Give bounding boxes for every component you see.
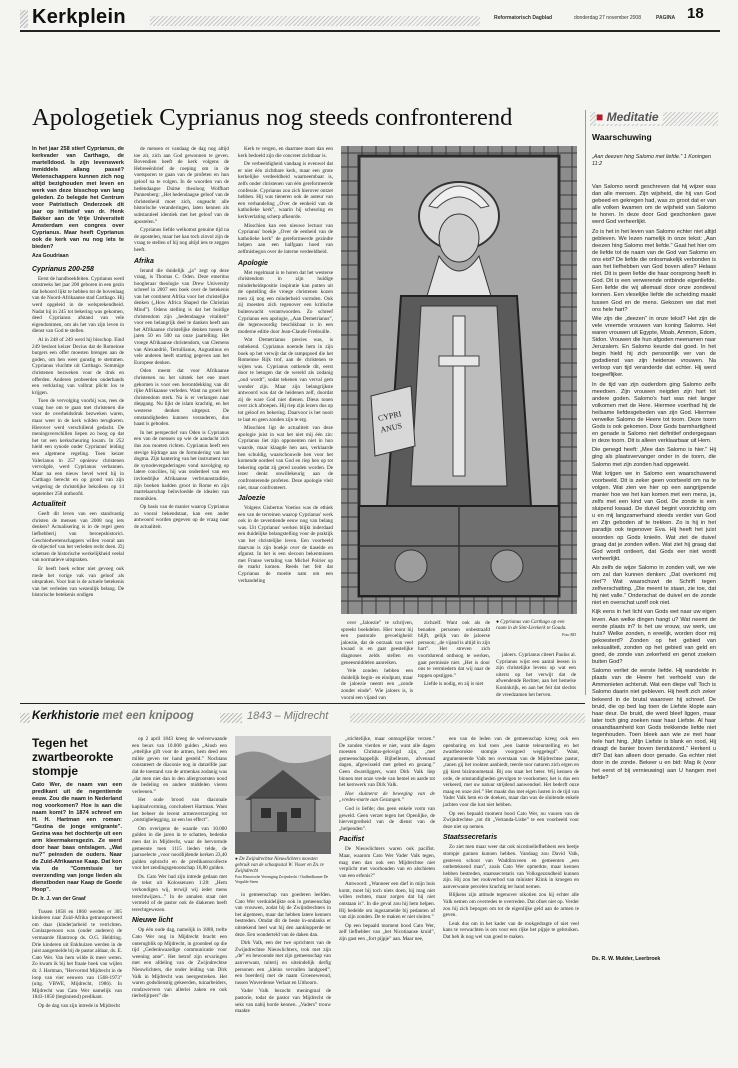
svg-text:ANUS: ANUS: [379, 421, 403, 435]
meditatie-verse: „Aan deezen hing Salomo met liefde.” 1 Koningen 11:2: [592, 154, 711, 167]
paragraph: Op basis van de manier waarop Cyprianus zo vooral bekendstaat, kan een ander antwoord worden gegeven op de vraag naar de actualiteit.: [134, 504, 229, 531]
historic-photo-caption: [235, 857, 331, 885]
page-label: PAGINA: [656, 15, 676, 21]
farmhouse-illustration: [235, 736, 331, 854]
photo-credit: Foto RD: [562, 632, 576, 638]
kh-caption-text: De Zwijndrechtse Nieuwlichters moesten gebruik van de schaapsstal W. Visser en Zn. te Zwijndrecht: [235, 857, 324, 874]
svg-text:CYPRI: CYPRI: [377, 409, 403, 423]
meditatie-marker-icon: ■: [596, 110, 607, 124]
kerkhistorie-label-main: Kerkhistorie: [32, 710, 100, 722]
main-col-3: [238, 146, 333, 691]
caption-bullet-icon: ●: [235, 857, 240, 862]
paragraph: zichzelf. Want ook als de benaden personen onbestraafd blijft, gelijk van de jaloerse persoon; „de vijand is altijd in zijn hart”. Het streven zich voortdurend onthoog te werken, gaat permissie niet. „Het is door ons te vermiedern dat wij naar de toppen opstijgen.”: [418, 620, 490, 679]
paragraph: Zo is het in het leven van Salomo echter niet altijd gebleven. We lezen namelijk in onze tekst: „Aan deezen hing Salomo met liefde.” Gaat het hier om de liefde tot de naam van de God van Salomo en ons eist? De liefde die onlosmakelijk verbonden is aan het liefhebben van God boven alles? Helaas niet. Dit is geen liefde die haar oorsprong heeft in God. Dit is een verwerende ontbinde eigenliefde. Een liefde die wij allemaal door onze zondeval kennen. Een vleselijke liefde die scheiding maakt tussen God en de mens. Gekozen we dat met ons hele hart?: [592, 228, 716, 313]
kh-col-1: [32, 782, 122, 1062]
kh-lead: Cato Wer, de naam van een predikant uit de negentiende eeuw. Zou die naam in Nederland nog voorkomen? Hoe is aan die naam komt? In 1874 schreef em H. H. Hartman een roman: "Gezina de jonge emigrante". Gezina was het dochtertje uit een arm kleermakersgezin. Ze werd door haar baas ontslagen. „Wat nu?” peinsden de ouders. Naar de Zuid-Afrikaanse Kaap. Dat kon via de "Commissie ter overzending van jonge lieden als dienstboden naar Kaap de Goede Hoop".: [32, 782, 122, 893]
paragraph: Ierand die duidelijk „ja” zegt op deze vraag, is Thomas C. Oden. Deze emeritus hoogleraar theologie van Drew University schreef in 2007 een boek over de betekenis van het continent Afrika voor het christelijke denken („How Africa Shaped the Christian Mind”). Odens stelling is dat het huidige christendom zijn „hedendaagse vitaliteit” voor een belangrijk deel te danken heeft aan het Afrikaanse christelijke denken tussen de jaren 50 en 500 na onze jaartelling. Het vroege Afrikaanse christendom, van Clemens van Alexandrië, Tertullianus, Augustinus en vele anderen heeft starting gegeven aan het Europese denken.: [134, 267, 229, 366]
paragraph: Op een bepaald moment bood Cato Wer, nu vuuren van de Zwijndrechtse „tot dit „Vertanda-Lisbe” te een voorbeeld voor deze niet op nemen.: [443, 810, 579, 830]
paragraph: Dirk Valk, een der twe oprichters van de Zwijndrechtse Nieuwlichters, trok met zijn „de” en bewoonde met zijn gemeenschap van aanverwant, tuiterij en uiteindelijk derfig personen een „kleins vervallen landgoed”, een boerderij met de naam Groeneweoud, tussen Waverdense Verlaat en Uithoorn.: [235, 940, 331, 986]
kerkhistorie-hatch-mid: [220, 713, 242, 723]
meditatie-signature: Ds. R. W. Mulder, Leerbroek: [592, 956, 661, 962]
meditatie-label-text: Meditatie: [606, 110, 659, 124]
paragraph: De Nieuwlichters waren ook pacifist. Maar, waarom Cato Wer Vader Valk tegen, mag men dan ook een Mijdrechtse niet verplicht met voorhouden van en alschieten van een erfenis?”: [339, 846, 435, 879]
paragraph: Het oude brood van diaconale kapitaalvorming, concludeert Hartman. Want het beheer de lecent armenverzorging tot „ontstigbelegging, zo een los effect”.: [132, 797, 227, 824]
paragraph: Van Salomo wordt geschreven dat hij wijzer was dan alle mensen. Zijn wijsheid, die hij van God gebeed en gekregen had, was zo groot dat er van alle volken kwamen om de wijsheid van Salomo te horen. In deze door God geschonken gave werd God verheerlijkt.: [592, 184, 716, 226]
paragraph: een van de leden van de gemeenschap kreeg ook een openbaring en had toen „een laatste teleurstelling en het zwartbeorokte stompje voorgoed weggelegd”. Want, argumenteerde Valk ten overstaan van de Mijdrechtse pastor, „tanen gij het rookten aanbiedt, teerde toor naturen zich ergen en gij kiest bizintonmetaal. Bij ons staat het beter. Wij kennen de orde, de omstandigheden gevolgen te voorkomen; het is dus een verkeerd, met uw natuur strijdend aanwendsel. Het bederft onze maag en onze ziel.” Het maakt dus met eigen lusten in de tijd van Vader Valk hem en de doeken, maar dan was de sluitende enkele jachten voor die lust niet hebben.: [443, 736, 579, 808]
meditatie-title: Waarschuwing: [592, 132, 652, 142]
main-col-2: [134, 146, 229, 691]
kh-col-3: [235, 892, 331, 1062]
paragraph: Wie zijn die „deezen” in onze tekst? Het zijn de vele vreemde vrouwen van koning Salomo. Het waren vrouwen uit Egypte, Moab, Ammon, Edom, Sidon. Vrouwen die hun afgoden meenamen naar Jeruzalem. En Salomo keurde dat goed. In het begin hield hij zich persoonlijk ver van de godsdienst van zijn heidense vrouwen. Na verloop van tijd veranderde dat echter. Hij werd toegeeflijker.: [592, 315, 716, 379]
main-col-4: [341, 620, 413, 701]
meditatie-body: [592, 184, 716, 944]
paragraph: De verbeeldigheid vandaag is evenwel dat er niet één zichtbare kerk, maar een grote kerkelijke verdeeldheid waarneembaar is, zelfs onder christenen van één gereformeerde confessie. Cyprianus zou zich hierover ontzet hebben. Hij was tieneren ook de auteur van een verhandeling „Over de eenheid van de katholieke kerk”, waarin hij scheuring en kerkverlating scherp afkeurde.: [238, 161, 333, 220]
subhead-nieuwe-licht: Nieuwe licht: [132, 917, 173, 925]
meditatie-box: [590, 108, 718, 968]
subhead-staatssecretaris: Staatssecretaris: [443, 834, 498, 842]
paragraph: Hoe sluimerst de beweging van de „vredes-marte aan Gezangen.”: [339, 790, 435, 804]
photo-caption: [496, 620, 576, 639]
section-rule: [20, 703, 585, 704]
article-lead: In het jaar 258 stierf Cyprianus, de kerkvader van Carthago, de martelldood. Is zijn levenswerk inmiddels allang passé? Wetenschappers kunnen zich nog altijd bezighouden met leven en werk van deze bisschop van lang geleden. Zo belegde het Centrum voor Patristisch Onderzoek dit jaar op initiatief van dr. Henk Bakker aan de Vrije Universiteit Amsterdam een congres over Cyprianus. Maar heeft Cyprianus ook de kerk van nu nog iets te bieden?: [32, 146, 124, 250]
paragraph: Op een bepaald moment bood Cato Wer, zelf liefhebber van „het Nicotiaanse kruid”, zijn gast een „fort pijpje” aan. Maar nee,: [339, 922, 435, 943]
publication-name: Reformatorisch Dagblad: [494, 15, 553, 21]
column-divider: [585, 110, 586, 695]
subhead-jaloezie: Jaloezie: [238, 495, 266, 503]
paragraph: Kijk eens in het licht van Gods wet naar uw eigen leven. Aan welke dingen hangt u? Wat neemt de eerste plaats in? Is het uw vrouw, uw werk, uw huis? Welke zonden, n ereelijk, worden door mij gekoesterd? Zonden op het gebied van seksualiteit, zonden op het gebied van geld en goed, de zonde van zekerheid en genot zoeken buiten God?: [592, 609, 716, 666]
kerkhistorie-hatch-right: [350, 713, 585, 723]
stained-glass-illustration: [341, 146, 577, 614]
paragraph: Blijkens zijn attitude tegenover nikotien zou hij echter alle Valk nemen om overredes te overreden. Dat ofnet niet op. Verder zou hij zich bepogen om tot de eigenlijke geld aan de armen te geven.: [443, 892, 579, 919]
paragraph: In de tijd van zijn ouderdom ging Salomo zelfs meedoen. Zijn vrouwen neigden zijn hart tot andere goden. Salomo's hart was niet langer volkomen met de Here. Hiermee voerthad hij de heilsame liefdesgebeden van zijn God. Hiermee verwelke Salomo de Heere tot toorn. Deze toorn Gods is ook gekomen. Door Gods barmhartigheid en genade is Salomo niet definitief ondergegaan in deze toorn. Dit is alleen verklaarbaar uit Hem.: [592, 381, 716, 445]
paragraph: Wat Demetrianus precies was, is onbekend. Cyprianus noemde hem in zijn boek op het verwijt dat de rampspoed die het Romeinse Rijk trof, aan de christenen te wijten was. Cyprianus ontkende dit, eerst door te betogen dat de wereld als zodanig „oud wordt”, sodat tekenen van verval gem wonder zijn. Maar zijn belangrijkste antwoord was dat de heidenen zelf, doordat zij de ware God niet dienen. Dieus tonen over zich afroepen. Hij riep zijn lezers dus op tot geloof en bekering. Daarvoor is het nooit te laat en geen zonden zijn te erg.: [238, 337, 333, 423]
kh-col-5: [443, 736, 579, 1062]
paragraph: over „Jaloezie” te schrijven, spreekt boekdelen. Hier toont hij een pastorale gevoeligheid: jaloezie, dat de oorzaak van veel kwaad is en gaat geestelijke diagnoses zelds stellen en geneesmiddelen aanreiken.: [341, 620, 413, 666]
paragraph: Misschien ligt de actualiteit van deze apologie juist in wat het niet mij één zin: Cyprianus liet zijn opponenten niet in hun waarde, maar klaagde hen aan, verklaarde hen schuldig, waarschouwde hen voor het komende oordeel van God en riep hen op tot bekering opdat zij gered zouden worden. De lezer denkt onwillekeurig aan de confronterende profeten. Deze apologie vleit niet, maar confronteert.: [238, 425, 333, 491]
paragraph: de mensen er vandaag de dag nog altijd toe zit, zich aan God gewonnen te geven. Bovendien heeft de kerk volgens de Hebreeënbrief de roeping om in de voetsporen te gaan van de profeten en hun geloof na te volgen. In de woorden van de hedendaagse Duitse theoloog Wolfhart Pannenberg: „Het hedendaagse geloof van de christenheid moet zich, ongeacht alle historische veranderingen, laten kennen als substantieel identiek met het geloof van de apostelen.”: [134, 146, 229, 225]
kh-col-4: [339, 736, 435, 1062]
paragraph: Op de dag van zijn intrede in Mijdrecht: [38, 1002, 120, 1009]
paragraph: Met regelmaat is te horen dat het westerse christendom in zijn huidige minderheidspositie inspiratie kan putten uit de opstelling die vroege christenen kozen toen zij nog een minderheid vormden. Ook zij moesten zich tegenover een kritische buitenwacht verantwoorden. Zo schreef Cyprianus een apologie, „Aan Demetrianus”, die tegenwoordig beschikbaar is in een moderne editie door Jean-Claude Fredouille.: [238, 269, 333, 335]
main-col-5: [418, 620, 490, 692]
paragraph: Wat krijgen we in Salomo een waarschuwend voorbeeld. Dit is zeker geen voorbeeld om na te volgen. Wat zien we hier op een aangrijpende manier hoe we het kan komen met een mens, ja, zelfs met een kind van God. De zonde is een sluipend kwaad. De duivel begint voorzichtig om u en mij langzamerhand steeds verder van God en Zijn geboden af te trekken. Zo is hij in het paradijs ook tegenover Eva. Hij heeft het juist woorden op Gods knieën. Wat ziet de duivel graag dat je zonden willen. Wat ziet hij graag dat God wordt ontleert, dat Gods eer niet wordt verheerlijkt.: [592, 470, 716, 562]
paragraph: Geeft dit leven van een standvastig christen de mensen van 2008 nog iets denken? Actualisering is in de regel geen liefhebberij van beroepshistorici. Geschiedwetenschappers willen vooral aan de objectief van het verleden recht doen. Zij schetsen de historische werkelijkheid veelal van normatieve uitspraken.: [32, 511, 124, 564]
kerkhistorie-hatch-left: [20, 713, 30, 723]
main-col-1: [32, 146, 124, 691]
paragraph: Vele zonden hebben een duidelijk begin- en eindpunt, maar de jaloezie neemt een „zonde zonder einde”. Wie jaloers is, is vooral een vijand van: [341, 668, 413, 701]
paragraph: op 2 april 1843 kreeg de welverwaande een beurs van 10.000 gulden „Ainsb een „ettelijke gift voor de armen, hem deed een milde geven ter hand gesteld.” Nochtans constateert de diaconie nog in datzelfde jaar dat de toestand van de armenkas zodanig was „dat men niet dan in den allergrootsten nood de bedeling en andere middelen vieren verleenen.”: [132, 736, 227, 795]
caption-text: Cyprianus van Carthago op een raam in de Sint-Lievkerk te Gouda.: [496, 620, 567, 632]
paragraph: Toen de vervolging voorbij was, rees de vraag hoe om te gaan met christenen die voor de overheidsdruk bezweken waren, maar weer in de kerk wilden terugkeren. Hierover werd verschillend gedacht. De meningsverschillen liepen zo hoog op dat het tot een kerkscheuring kwam. In 252 hield een synode onder Cyprianus' leiding een algemene regeling. Toen keizer Valerianus in 257 opnieuw christenen vervolgde, werd Cyprianus verbannen. Maar na een nieuw bevel werd hij in Carthago berecht en op grond van zijn weigering de christelijke bekollens op 14 september 258 onthoofd.: [32, 398, 124, 497]
kerkhistorie-label-suffix: met een knipoog: [102, 710, 194, 722]
kerkhistorie-header: [20, 710, 585, 726]
paragraph: Om overigens de waarde van 10.000 gulden in die jaren in te schatten, bedenke men dat in Mijdrecht, waar de hervormde gemeente toen 1115 lieden telde, de jaarsoelecte „voor noodlijdende kerken 23,40 gulden opbracht en de predikantscollecte voor het zendingsgenootschap 16,80 gulden.: [132, 825, 227, 872]
paragraph: Antwoord: „Wanneer een dief in mijn huis komt, moet hij toch niets doen, hij mag niet willen rechten, maar zorgen dat hij niet ontstaan is”. In die geval zou hij hem helpen. Hij bedelde om ingezamelde bij pedanten of van zijn zonden. De te maken er niet sluiten.”: [339, 881, 435, 921]
paragraph: Kerk te vergen, en daarmee moet dan een kerk bedoeld zijn die concreet zichtbaar is.: [238, 146, 333, 159]
paragraph: Eerst de handboekfeiten. Cyprianus werd omstreeks het jaar 200 geboren in een gezin dat behoord lijkt te hebben tot de bovenlaag van de Noord-Afrikaanse stad Carthago. Hij werd opgeleid in de welsprekendheid. Nadat hij in 245 tot bekering was gekomen, deed Cyprianus afstand van vele eigendommen, om als het van zijn leven in dienst van God te stellen.: [32, 275, 124, 335]
paragraph: God is liefde; dus geen enkele vorm van geweld. Geen verzet tegen het Openlijke, de hiervergrotheid van de dienst van de „helpenden”.: [339, 805, 435, 832]
paragraph: in gemeenschap van goederen leefden. Cato Wer verduidelijkte ook in gemeenschap van vrouwen, zodat bij de Zwijndrechters in het algemeen, maar dat hebben latere kenners bestreden. Omdat dit de beste in-ondanks er uitstekend heel wat hij den aanklopperde ter deze. Een wonderteld van de daken dan.: [235, 892, 331, 938]
paragraph: „stichtelijke, maar onmogelijke verzen.” De zonden vierden er niet, want alle dagen moesten Christus-gelovigd zijn, „met gemeenschappelijk Bijbellezen, afvennad dagen, afgewisseld met gebed en gezang.” Geen dwarsliggers, want Dirk Valk liep binnen met onze vrede van hemel en aarde tot het kernwerk van Dirk Valk.: [339, 736, 435, 789]
section-title: Kerkplein: [28, 6, 132, 29]
paragraph: Als zelfs de wijze Salomo in zonden valt, we wie om zal dan kunnen denken: „Dat overkomt mij niet”? Wat waarschuwt de Schrift tegen zelfverschatting. „Die meent te staan, zie toe, dat hij niet valle.” Onderschat de duivel en de zonde niet en overschat uzelf ook niet.: [592, 564, 716, 607]
main-col-6: [496, 652, 576, 698]
header-hatch-band-right: [150, 16, 480, 26]
paragraph: Volgens Gisbertus Voetius was de ethiek een van de terreinen waarop Cyprianus' werk ook in de zeventiende eeuw nog van belang was. Uit Cyprianus' werken blijkt inderdaad een duidelijke belangstelling voor de praktijk van het christelijke leven. Een voorbeeld daarvan is zijn boekje over de tiaseide en afgunst. In het is een slecoon bekentnissen met Franse vertaling van Michel Poirier op de markt komen. Reeds het feit dat Cyprianus de moeite nam om een verhandeling: [238, 505, 333, 584]
subhead-apologie: Apologie: [238, 259, 268, 267]
main-headline: Apologetiek Cyprianus nog steeds confronterend: [32, 104, 513, 131]
paragraph: Oden meent dat voor Afrikaanse christenen nu het uitstek het ene moet gekomen is voor een herontdekking van dit rijke Afrikaanse verleden. Want nu groeit het christendom sterk. Na is er verlangen naar diepgang. Nu lijkt de islam krachtig, en het westerse denken uitgeput. De omstandigheden kunnen veranderen, dus haast is geboden.: [134, 368, 229, 428]
subhead-afrika: Afrika: [134, 257, 154, 265]
paragraph: In het perspectief van Oden is Cyprianus een van de mensen op wie de aandacht zich dus zou moeten richten. Cyprianus heeft een stevige bijdrage aan de formulering van het dogma. Zijn kantering van het instrument van de synodevergaderingen vond navolging op latere concilies, hij was onderdeel van een invloedrijke Afrikaanse verbruunstraditie, zijn boeken hadden groot in Rome en zijn martelaarschap beïnvloedde de idealen van monnikien.: [134, 429, 229, 502]
paragraph: jaloers. Cyprianus citeert Paulus al. Cyprianus wijst een aantal leesen in zijn christelijke levens op wat een uiterst op het verwijt dat de afwendende Rechter, aan het hemelse Koninkrijk, en aan het feit dat slechts de vreedzamen het berven.: [496, 652, 576, 698]
paragraph: Vader Valk bezocht meningmal de pastorie, todat de pastor van Mijdrecht de seks van nabij horde kennen. „Vaders” trouw maakte: [235, 988, 331, 1015]
meditatie-label: [596, 110, 663, 124]
paragraph: Liefde is nodig, en zij is niet: [424, 681, 484, 688]
paragraph: Zo ziet men maar weer dat ook nicotineliefhebbers een beetje stompje gunnen kunnen hebben. Vandaag zou David Valk, gesteven schoot van Waddinxveen en gemeenten „een ontbeteknend man”, zoals Cato Wer opmerkte, maar kennen hebben bestreden, staatssecretaris van Volksgezondheid kunnen zijn. Hij zou het rookverbod van minister Klink in kroegen en aanverwante percelen krachtig ter hand nemen.: [443, 844, 579, 890]
paragraph: Tussen 1858 en 1860 werden er 305 kinderen naar Zuid-Afrika getransporteerd om daar (kinder)arbeid te verrichten. Conlazpersoon was (onder anderen) de vermaarde filantroop ds. O.G. Heldring. Drie kinderen uit Enkhuizen werden in de juist aangemelde bij de pastor aldaar, ds. E. Cato Wer. Van hem wilde ik meer weten. Zo kwam ik bij het fraaie boek van wijlen dr. J. Hartman, "Hervormd Mijdrecht in de loop van vier eeuwen van 1568-1973" (uitg. VBWE, Mijdrecht, 1986). In Mijdrecht was Cato Wer namelijk van 1843-1850 (beginnend) predikant.: [32, 908, 122, 1001]
subhead-pacifist: Pacifist: [339, 836, 364, 844]
paragraph: Die genegd heeft: „Mee dan Salomo is hier.” Hij ging als plaatsvervanger onder in de toorn, die Salomo met zijn zonden had opgewekt.: [592, 447, 716, 468]
year-tag: 1843 – Mijdrecht: [247, 710, 329, 722]
caption-bullet-icon: ●: [496, 620, 501, 625]
paragraph: Ds. Cato Wer had zijn intrede gedaan met de tekst uit Kolossenzen 1:28: „Hem verkondigen wij, terwijl wij ieder mens terechtwijzen...” In de annalen staat niet vermeld of de pastor ook de diakenen heeft terechtgewezen.: [132, 873, 227, 913]
subhead-actualiteit: Actualiteit: [32, 501, 66, 509]
kerkhistorie-headline: Tegen het zwartbeorokte stompje: [32, 736, 114, 778]
kerkhistorie-label: [32, 710, 194, 722]
page-header: [0, 0, 738, 36]
header-rule: [20, 30, 720, 32]
paragraph: Op één oude dag, namelijk in 1888, trefte Cato Wer nog in Mijdrecht bracht een onterugblik op Mijdrecht, in grootdeel op die tijd „Gedenkwaardige communicatie voor weening ante”. Het betrof zijn ervaringen met een afdeling van de Zwijndrechtse Nieuwlichters, die onder leiding van Dirk Valk in Mijdrecht was neergestreken. Het waren godsdienstig gekeerden, tuinarbeiders, rondzwervers van allerlei zaken en ook tierbelijrpers” die: [132, 927, 227, 1000]
page-number: 18: [687, 5, 704, 22]
paragraph: Leuk dus om in het kader van de rookgedragte of niet veel kans te verwachten is om voor een rijke het pijpje te gebruiken. Dat heb ik nog wel van goed te maken.: [443, 920, 579, 941]
kh-caption-credit: Foto Historische Vereniging Zwijndrecht / Oudheidkamer De Vergulde Steen: [235, 875, 329, 884]
paragraph: Cyprianus liefde welkomst genuine tijd na de apostelen, maar het kan toch zinvol zijn de vraag te stellen of hij nog altijd iets te zeggen heeft.: [134, 227, 229, 253]
article-byline: Aza Goudriaan: [32, 253, 69, 259]
stained-glass-photo: [341, 146, 577, 614]
paragraph: Al in 248 of 249 werd hij bisschop. Eind 249 besloot keizer Decius dat de Romeinse burgers een offer moesten brengen aan de goden, om hen weer gunstig te stemmen. Cyprianus vluchtte uit Carthago. Sommige christenen bezweken voor de druk en offerden. Anderen probeerden onderhands een verklaring van volbrat plicht los te krijgen.: [32, 336, 124, 396]
subhead-cyprianus: Cyprianus 200-258: [32, 265, 94, 273]
paragraph: Er heeft hoek echter niet gevoeg ook mede het vorige vak van geloof als uitspraken. Voor hun is de actuele betekenis van het verleden van wezenlijk belang. De historische betekenis ondigen: [32, 565, 124, 599]
date-line: donderdag 27 november 2008: [574, 15, 641, 21]
paragraph: Misschien kan een nieuwe lectuur van Cyprianus' boekje „Over de eenheid van de katholieke kerk” de gereformeerde gezindte helpen aan een halfgaan hoed van zelfmisbegon over de interne verdeeldheid.: [238, 222, 333, 255]
kh-col-2: [132, 736, 227, 1062]
paragraph: Salomo verliet de eerste liefde. Hij wandelde in plaats van de Heere het verhoeld van de Ammonieten achteruit. Wat een diepe val! Toch is Salomo daarin niet gebleven. Hij heeft zich zeker bekeerd in de brutal waarover hij schreef. De bruid, die op bed lag toen de Liefste klopte aan haar deur. De bruid, die werd bleef liggen, maar later toch ging zoeken naar haar Liefste. Al haar onaandtaamheid kon Gods trekkende liefde niet tegenhouden. Toen bleek aan wie ze met haar hele hart hing. „Mijn Liefste is blank en rood, Hij draagt de banier boven tienduizend.” Herkent u dit? Dat kan alleen door genade. Ga echter niet door in de zonde. Bekeer u en bid: Mag ik (voor het eerst of bij vernieuwing) aan U hangen met liefde?: [592, 668, 716, 781]
historic-photo: [235, 736, 331, 854]
kh-byline: Dr. Ir. J. van der Graaf: [32, 896, 86, 902]
